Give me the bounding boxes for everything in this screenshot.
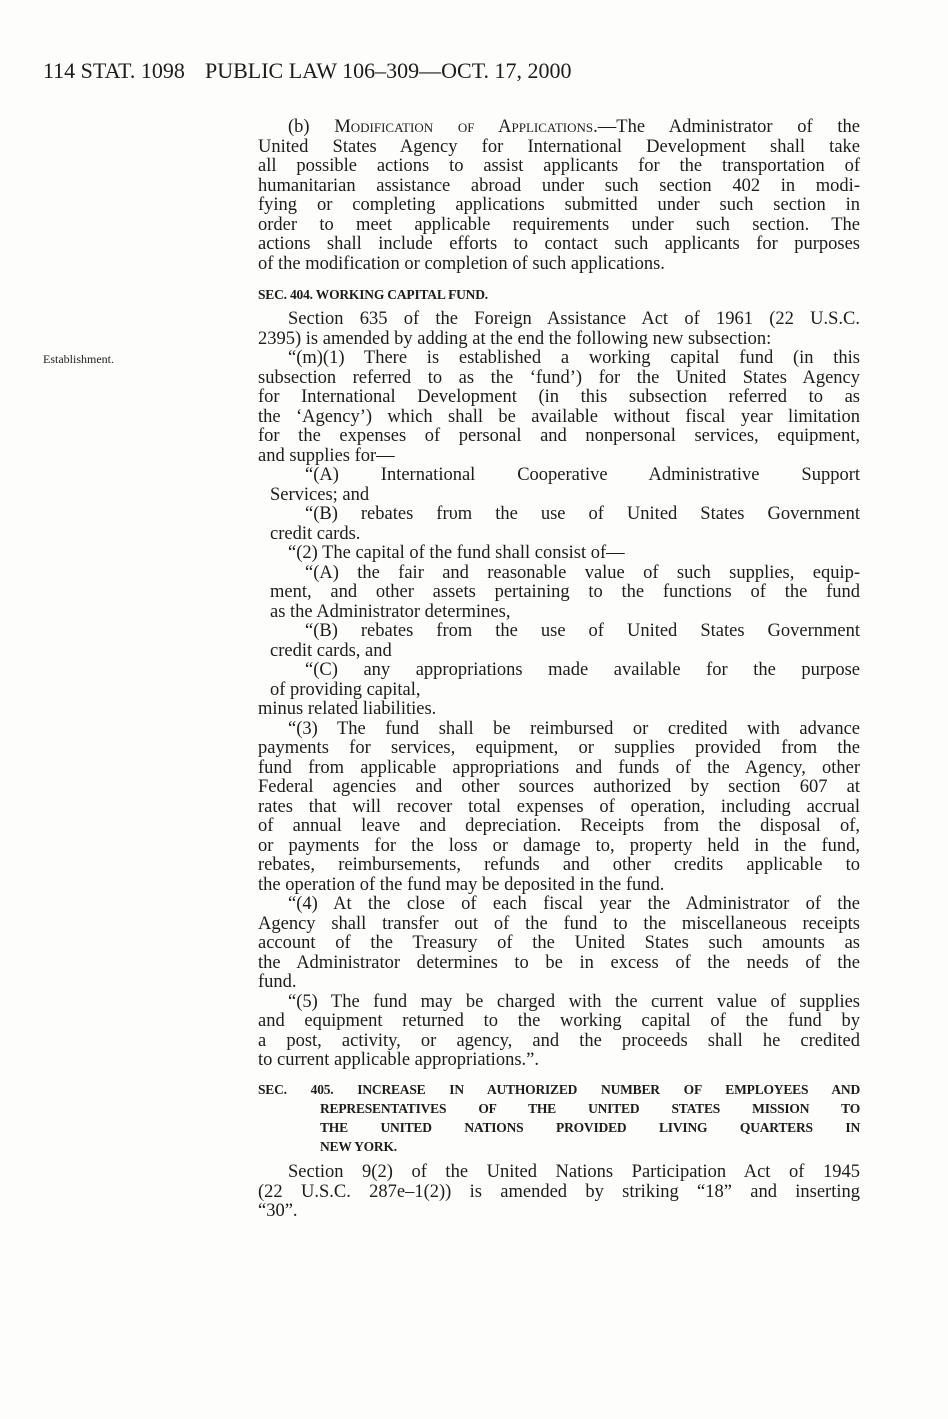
paragraph-line: “(B) rebates from the use of United States Government (305, 621, 860, 641)
paragraph-line: “(m)(1) There is established a working capital fund (in this (288, 348, 860, 368)
paragraph-label: (b) (288, 117, 335, 137)
margin-note-establishment: Establishment. (43, 352, 114, 366)
paragraph-b-modification (258, 118, 860, 274)
heading-line: NEW YORK. (320, 1139, 397, 1154)
paragraph-b-lines (258, 138, 860, 275)
paragraph-line: Section 9(2) of the United Nations Participation Act of 1945 (288, 1162, 860, 1182)
paragraph-line: all possible actions to assist applicants for the transportation of (258, 156, 860, 176)
paragraph (258, 310, 860, 349)
paragraph-heading: Modification of Applications. (334, 117, 598, 137)
paragraph (258, 466, 860, 505)
paragraph-line: “30”. (258, 1201, 298, 1221)
paragraph-line: for the expenses of personal and nonpersonal services, equipment, (258, 426, 860, 446)
paragraph-text: —The Administrator of the (597, 117, 860, 137)
paragraph-line: for International Development (in this subsection referred to as (258, 387, 860, 407)
paragraph (258, 564, 860, 623)
paragraph-line: a post, activity, or agency, and the proceeds shall he credited (258, 1030, 860, 1051)
paragraph-line: credit cards. (270, 523, 361, 544)
paragraph (258, 720, 860, 896)
paragraph (258, 700, 860, 720)
paragraph-line (258, 118, 860, 138)
paragraph-line: rebates, reimbursements, refunds and other credits applicable to (258, 855, 860, 875)
section-404-body (258, 310, 860, 1071)
paragraph-line: and equipment returned to the working capital of the fund by (258, 1011, 860, 1031)
paragraph-line: the operation of the fund may be deposited in the fund. (258, 874, 665, 895)
paragraph-line: “(A) International Cooperative Administrative Support (305, 465, 860, 485)
paragraph-line: fund. (258, 972, 297, 992)
section-404-heading: SEC. 404. WORKING CAPITAL FUND. (258, 287, 488, 302)
paragraph-line: of annual leave and depreciation. Receipts from the disposal of, (258, 816, 860, 836)
paragraph-line: credit cards, and (270, 640, 392, 661)
paragraph-line: account of the Treasury of the United States such amounts as (258, 933, 860, 953)
paragraph (258, 622, 860, 661)
paragraph (258, 1163, 860, 1222)
paragraph-line: actions shall include efforts to contact such applicants for purposes (258, 234, 860, 254)
paragraph-line: (22 U.S.C. 287e–1(2)) is amended by striking “18” and inserting (258, 1181, 860, 1202)
paragraph (258, 544, 860, 564)
paragraph-line: humanitarian assistance abroad under such section 402 in modi- (258, 175, 860, 196)
paragraph-line: of providing capital, (270, 679, 421, 700)
paragraph-line: ment, and other assets pertaining to the functions of the fund (270, 582, 860, 602)
paragraph-line: “(5) The fund may be charged with the current value of supplies (288, 991, 860, 1012)
paragraph-line: 2395) is amended by adding at the end the following new subsection: (258, 328, 772, 349)
heading-line: SEC. 405. INCREASE IN AUTHORIZED NUMBER OF EMPLOYEES AND (258, 1082, 860, 1097)
paragraph-line: payments for services, equipment, or supplies provided from the (258, 738, 860, 758)
heading-line: THE UNITED NATIONS PROVIDED LIVING QUARTERS IN (320, 1120, 860, 1135)
paragraph (258, 895, 860, 993)
paragraph-line: United States Agency for International Development shall take (258, 136, 860, 157)
paragraph-line: “(3) The fund shall be reimbursed or credited with advance (288, 718, 860, 739)
paragraph-line: “(C) any appropriations made available for the purpose (305, 660, 860, 680)
paragraph-line: Section 635 of the Foreign Assistance Act of 1961 (22 U.S.C. (288, 309, 860, 329)
heading-line: REPRESENTATIVES OF THE UNITED STATES MISSION TO (320, 1101, 860, 1116)
paragraph-line: Agency shall transfer out of the fund to the miscellaneous receipts (258, 913, 860, 934)
paragraph-line: or payments for the loss or damage to, property held in the fund, (258, 835, 860, 856)
paragraph (258, 661, 860, 700)
paragraph-line: and supplies for— (258, 445, 395, 466)
paragraph-line: the ‘Agency’) which shall be available without fiscal year limitation (258, 406, 860, 427)
paragraph-line: “(2) The capital of the fund shall consist of— (288, 543, 625, 563)
paragraph-line: order to meet applicable requirements under such section. The (258, 214, 860, 235)
paragraph-line: fund from applicable appropriations and funds of the Agency, other (258, 757, 860, 778)
paragraph-line: Services; and (270, 484, 370, 505)
paragraph (258, 993, 860, 1071)
paragraph-line: subsection referred to as the ‘fund’) for the United States Agency (258, 367, 860, 388)
paragraph-line: “(4) At the close of each fiscal year the Administrator of the (288, 894, 860, 914)
running-header: PUBLIC LAW 106–309—OCT. 17, 2000 (205, 58, 572, 83)
paragraph-line: fying or completing applications submitted under such section in (258, 195, 860, 215)
section-405-heading (258, 1080, 860, 1156)
paragraph (258, 505, 860, 544)
paragraph-line: Federal agencies and other sources authorized by section 607 at (258, 777, 860, 797)
paragraph-line: rates that will recover total expenses of operation, including accrual (258, 796, 860, 817)
page-stat-number: 114 STAT. 1098 (43, 58, 185, 83)
paragraph-line: of the modification or completion of such applications. (258, 253, 665, 274)
paragraph-line: as the Administrator determines, (270, 601, 511, 622)
paragraph-line: the Administrator determines to be in excess of the needs of the (258, 952, 860, 973)
section-405-body (258, 1163, 860, 1222)
paragraph-line: to current applicable appropriations.”. (258, 1050, 539, 1070)
paragraph-line: “(A) the fair and reasonable value of such supplies, equip- (305, 562, 860, 583)
paragraph-line: minus related liabilities. (258, 699, 437, 719)
paragraph-line: “(B) rebates frυm the use of United States Government (305, 504, 860, 524)
paragraph (258, 349, 860, 466)
